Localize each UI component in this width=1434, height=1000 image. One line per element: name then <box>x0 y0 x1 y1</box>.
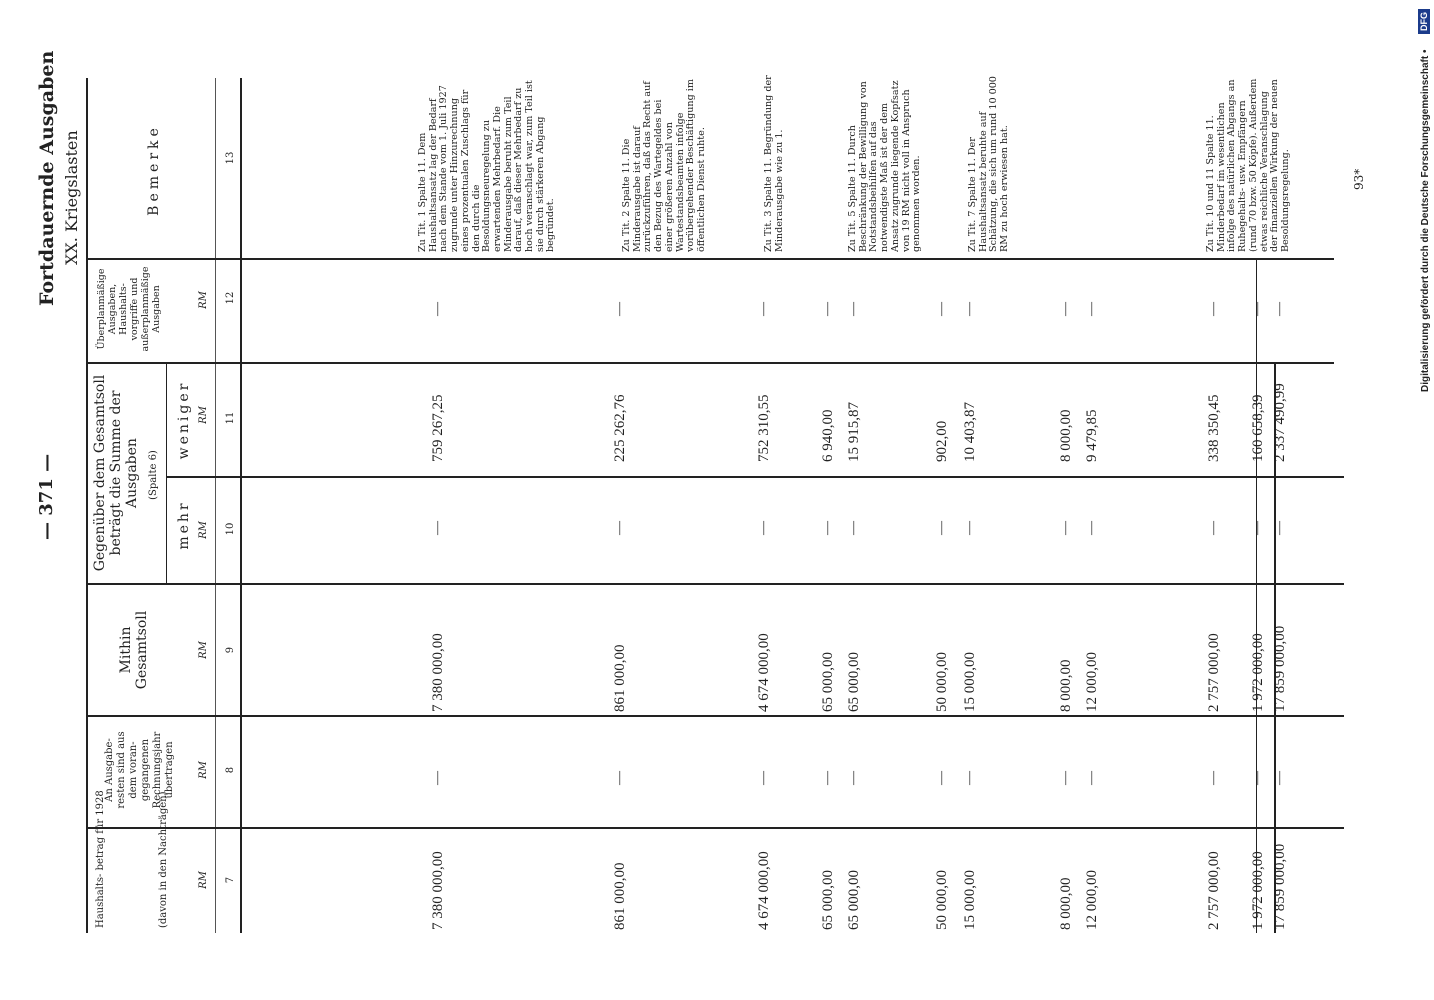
table-cell-col12: — <box>820 302 835 316</box>
col7-sub: (davon in den Nachträgen) <box>158 791 169 928</box>
table-cell-col10: — <box>612 521 627 535</box>
col13-title: Bemerke <box>146 124 162 216</box>
table-cell-col7: 15 000,00 <box>962 870 978 930</box>
table-cell-col10: — <box>756 521 771 535</box>
colnum-13: 13 <box>225 151 236 165</box>
table-cell-col11: 9 479,85 <box>1084 409 1100 462</box>
table-top-rule <box>86 78 88 933</box>
remark-3: Zu Tit. 3 Spalte 11. Begründung der Minderausgabe wie zu 1. <box>763 75 785 252</box>
col-sep-10-9 <box>86 583 1344 585</box>
table-cell-col8: — <box>820 771 835 785</box>
table-cell-col10: — <box>962 521 977 535</box>
table-cell-col12: — <box>1058 302 1073 316</box>
table-cell-col9: 1 972 000,00 <box>1250 633 1266 712</box>
page-title: Fortdauernde Ausgaben <box>36 50 58 306</box>
table-cell-col8: — <box>846 771 861 785</box>
table-cell-col12: — <box>934 302 949 316</box>
table-cell-col8: — <box>612 771 627 785</box>
footnote-93: 93* <box>1352 168 1366 190</box>
table-cell-col11: 759 267,25 <box>430 394 446 462</box>
table-cell-col11: 338 350,45 <box>1206 394 1222 462</box>
table-cell-col11: 10 403,87 <box>962 402 978 462</box>
table-cell-col9: 15 000,00 <box>962 652 978 712</box>
table-cell-col11: 6 940,00 <box>820 409 836 462</box>
group-title: Gegenüber dem Gesamtsoll beträgt die Summe der Ausgaben <box>92 374 140 572</box>
col9-title: Mithin Gesamtsoll <box>118 610 150 690</box>
remark-5: Zu Tit. 7 Spalte 11. Der Haushaltsansatz beruhte auf Schätzung, die sich um rund 10 000 RM zu hoch erwiesen hat. <box>967 76 1011 252</box>
table-cell-col7: 12 000,00 <box>1084 870 1100 930</box>
table-cell-col10: — <box>430 521 445 535</box>
table-cell-col11: 15 915,87 <box>846 402 862 462</box>
col-sep-9-8 <box>86 715 1344 717</box>
table-cell-col12: — <box>430 302 445 316</box>
colnum-12: 12 <box>225 291 236 305</box>
table-cell-col12: — <box>1084 302 1099 316</box>
table-cell-col7: 861 000,00 <box>612 862 628 930</box>
remark-6: Zu Tit. 10 und 11 Spalte 11. Minderbedarf im wesentlichen infolge des natürlichen Abgangs an Ruhegehalts- usw. Empfängern (rund 70 bzw. 50 Köpfe). Außerdem etwas reichliche Veranschlagung der finanziellen Wirkung der neuen Besoldungsregelung. <box>1205 78 1291 252</box>
colnum-11: 11 <box>225 411 236 425</box>
table-cell-col11: 225 262,76 <box>612 394 628 462</box>
table-cell-col8: — <box>430 771 445 785</box>
table-cell-col8: — <box>934 771 949 785</box>
table-cell-col9: 65 000,00 <box>820 652 836 712</box>
colnum-8: 8 <box>225 766 236 774</box>
table-cell-col12: — <box>756 302 771 316</box>
table-cell-col10: — <box>1250 521 1265 535</box>
table-cell-col9: 8 000,00 <box>1058 659 1074 712</box>
unit-col9: RM <box>198 641 209 659</box>
table-cell-col9: 65 000,00 <box>846 652 862 712</box>
table-cell-col11: 160 658,39 <box>1250 394 1266 462</box>
table-cell-col8: — <box>1250 771 1265 785</box>
col8-title: An Ausgabe- resten sind aus dem voran- gegangenen Rechnungsjahr übertragen <box>104 731 175 809</box>
unit-col7: RM <box>198 871 209 889</box>
table-cell-col8: — <box>756 771 771 785</box>
table-cell-col12: — <box>962 302 977 316</box>
total-cell-col12: — <box>1272 302 1287 316</box>
table-cell-col11: 902,00 <box>934 420 950 462</box>
table-cell-col8: — <box>1206 771 1221 785</box>
table-cell-col9: 7 380 000,00 <box>430 633 446 712</box>
table-cell-col7: 65 000,00 <box>846 870 862 930</box>
col-sep-13-12 <box>86 258 1334 260</box>
total-cell-col7: 17 859 000,00 <box>1272 843 1288 930</box>
col7-title: Haushalts- betrag für 1928 <box>95 790 106 928</box>
table-cell-col10: — <box>1206 521 1221 535</box>
group-sub: (Spalte 6) <box>148 450 159 500</box>
colnum-9: 9 <box>225 646 236 654</box>
table-cell-col8: — <box>1058 771 1073 785</box>
unit-col10: RM <box>198 521 209 539</box>
col12-title: Überplanmäßige Ausgaben, Haushalts- vorgriffe und außerplanmäßige Ausgaben <box>96 266 162 352</box>
page-number: — 371 — <box>36 453 57 540</box>
table-cell-col7: 8 000,00 <box>1058 877 1074 930</box>
col10-title: mehr <box>176 500 192 550</box>
unit-col11: RM <box>198 406 209 424</box>
table-cell-col9: 12 000,00 <box>1084 652 1100 712</box>
colnum-10: 10 <box>225 522 236 536</box>
table-cell-col10: — <box>846 521 861 535</box>
unit-col12: RM <box>198 291 209 309</box>
table-cell-col10: — <box>934 521 949 535</box>
remark-1: Zu Tit. 1 Spalte 11. Dem Haushaltsansatz lag der Bedarf nach dem Stande vom 1. Juli 1927 zugrunde unter Hinzurechnung eines prozentualen Zuschlags für den durch die Besoldungsneuregelung zu erwartenden Mehrbedarf. Die Minderausgabe beruht zum Teil darauf, daß dieser Mehrbedarf zu hoch veranschlagt war, zum Teil ist sie durch stärkeren Abgang begründet. <box>417 80 557 252</box>
total-cell-col8: — <box>1272 771 1287 785</box>
table-cell-col9: 4 674 000,00 <box>756 633 772 712</box>
col11-title: weniger <box>176 380 192 460</box>
dfg-logo: DFG <box>1418 9 1430 34</box>
table-cell-col9: 2 757 000,00 <box>1206 633 1222 712</box>
table-cell-col7: 1 972 000,00 <box>1250 851 1266 930</box>
table-cell-col10: — <box>1084 521 1099 535</box>
colnum-7: 7 <box>225 876 236 884</box>
table-cell-col9: 50 000,00 <box>934 652 950 712</box>
table-cell-col12: — <box>612 302 627 316</box>
table-cell-col8: — <box>962 771 977 785</box>
table-cell-col7: 4 674 000,00 <box>756 851 772 930</box>
table-cell-col11: 752 310,55 <box>756 394 772 462</box>
remark-2: Zu Tit. 2 Spalte 11. Die Minderausgabe ist darauf zurückzuführen, daß das Recht auf den Bezug des Wartegeldes bei einer größeren Anzahl von Wartestandsbeamten infolge vorübergehender Beschäftigung im öffentlichen Dienst ruhte. <box>621 79 707 252</box>
total-cell-col9: 17 859 000,00 <box>1272 625 1288 712</box>
table-cell-col10: — <box>820 521 835 535</box>
total-rule <box>1256 258 1257 933</box>
total-cell-col11: 2 337 490,99 <box>1272 383 1288 462</box>
unit-col8: RM <box>198 761 209 779</box>
table-cell-col9: 861 000,00 <box>612 644 628 712</box>
table-cell-col12: — <box>1250 302 1265 316</box>
table-cell-col11: 8 000,00 <box>1058 409 1074 462</box>
col-sep-12-11 <box>86 362 1334 364</box>
table-cell-col10: — <box>1058 521 1073 535</box>
table-cell-col12: — <box>846 302 861 316</box>
col-sep-8-7 <box>86 827 1344 829</box>
header-bottom-rule <box>240 78 242 933</box>
section-title: XX. Kriegslasten <box>62 130 81 265</box>
total-cell-col10: — <box>1272 521 1287 535</box>
digitization-note: Digitalisierung gefördert durch die Deutsche Forschungsgemeinschaft • <box>1420 49 1431 392</box>
remark-4: Zu Tit. 5 Spalte 11. Durch Beschränkung der Bewilligung von Notstandsbeihilfen auf das notwendigste Maß ist der dem Ansatz zugrunde liegende Kopfsatz von 19 RM nicht voll in Anspruch genommen worden. <box>847 80 923 252</box>
table-cell-col7: 65 000,00 <box>820 870 836 930</box>
group-sub-rule <box>166 362 167 583</box>
table-cell-col7: 50 000,00 <box>934 870 950 930</box>
table-cell-col7: 7 380 000,00 <box>430 851 446 930</box>
table-cell-col7: 2 757 000,00 <box>1206 851 1222 930</box>
col-sep-11-10 <box>166 476 1344 478</box>
table-cell-col8: — <box>1084 771 1099 785</box>
colnum-rule <box>215 78 216 933</box>
table-cell-col12: — <box>1206 302 1221 316</box>
